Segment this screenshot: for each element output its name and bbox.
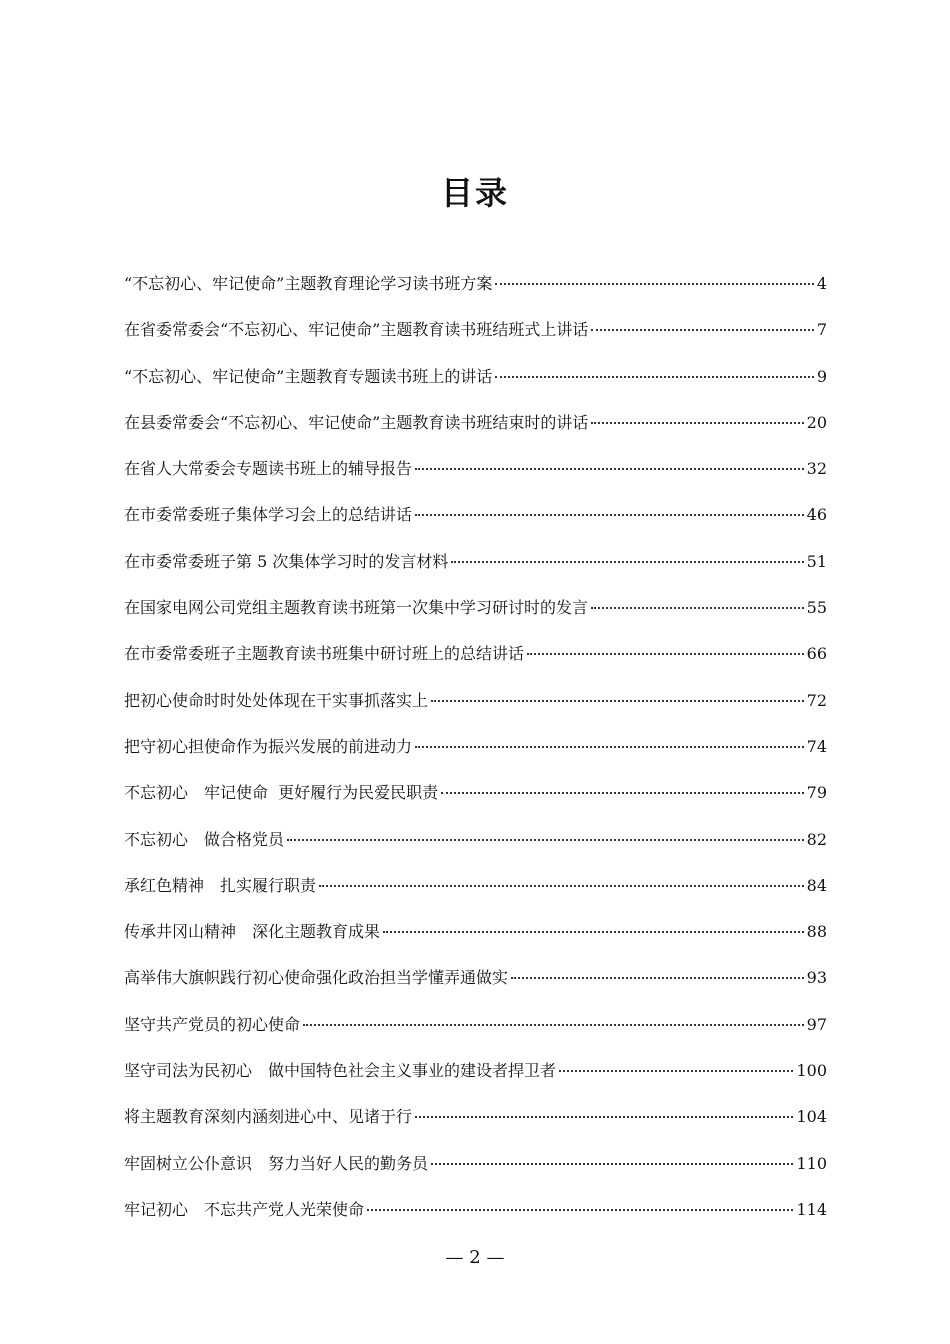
toc-entry-title: 把守初心担使命作为振兴发展的前进动力	[124, 736, 413, 756]
toc-leader-dots	[495, 283, 813, 285]
toc-entry-page: 82	[806, 829, 827, 849]
page-number: — 2 —	[445, 1247, 505, 1268]
toc-leader-dots	[383, 931, 804, 933]
toc-leader-dots	[367, 1209, 793, 1211]
toc-entry[interactable]	[124, 307, 827, 353]
toc-entry-page: 84	[806, 875, 827, 895]
toc-entry-page: 55	[806, 598, 827, 618]
toc-leader-dots	[511, 977, 804, 979]
toc-leader-dots	[431, 700, 804, 702]
toc-entry[interactable]	[124, 631, 827, 677]
toc-leader-dots	[591, 329, 813, 331]
toc-entry-page: 93	[806, 968, 827, 988]
toc-entry-title: “不忘初心、牢记使命”主题教育专题读书班上的讲话	[124, 366, 493, 386]
toc-entry-page: 110	[796, 1153, 827, 1173]
toc-entry-title: 在市委常委班子集体学习会上的总结讲话	[124, 505, 413, 525]
toc-entry[interactable]	[124, 539, 827, 585]
toc-entry-page: 104	[796, 1107, 827, 1127]
toc-entry-page: 66	[806, 644, 827, 664]
toc-entry-title: “不忘初心、牢记使命”主题教育理论学习读书班方案	[124, 274, 493, 293]
toc-entry-page: 7	[816, 320, 827, 340]
toc-entry-page: 100	[796, 1061, 827, 1081]
toc-entry[interactable]	[124, 1048, 827, 1094]
toc-entry-page: 20	[806, 412, 827, 432]
toc-entry-page: 74	[806, 736, 827, 756]
toc-entry[interactable]	[124, 585, 827, 631]
toc-title: 目录	[440, 174, 509, 212]
toc-entry-page: 46	[806, 505, 827, 525]
toc-entry[interactable]	[124, 909, 827, 955]
toc-leader-dots	[319, 885, 804, 887]
toc-entry[interactable]	[124, 724, 827, 770]
toc-leader-dots	[287, 839, 804, 841]
toc-entry-title: 将主题教育深刻内涵刻进心中、见诸于行	[124, 1107, 413, 1127]
toc-entry-page: 97	[806, 1014, 827, 1034]
toc-entry-title: 把初心使命时时处处体现在干实事抓落实上	[124, 690, 429, 710]
toc-entry-title: 高举伟大旗帜践行初心使命强化政治担当学懂弄通做实	[124, 968, 509, 988]
toc-entry-page: 4	[816, 274, 827, 293]
toc-entry-title: 承红色精神 扎实履行职责	[124, 875, 317, 895]
toc-entry-title: 坚守司法为民初心 做中国特色社会主义事业的建设者捍卫者	[124, 1061, 557, 1081]
toc-entry-page: 72	[806, 690, 827, 710]
toc-leader-dots	[415, 468, 804, 470]
toc-entry-title: 在县委常委会“不忘初心、牢记使命”主题教育读书班结束时的讲话	[124, 412, 589, 432]
toc-entry-title: 不忘初心 做合格党员	[124, 829, 285, 849]
toc-entry[interactable]	[124, 1141, 827, 1187]
toc-entry-title: 牢固树立公仆意识 努力当好人民的勤务员	[124, 1153, 429, 1173]
toc-entry[interactable]	[124, 400, 827, 446]
toc-entry[interactable]	[124, 261, 827, 307]
toc-entry[interactable]	[124, 678, 827, 724]
toc-entry[interactable]	[124, 817, 827, 863]
toc-entry[interactable]	[124, 492, 827, 538]
toc-leader-dots	[303, 1024, 804, 1026]
toc-entry-page: 88	[806, 922, 827, 942]
toc-entry[interactable]	[124, 446, 827, 492]
toc-entry[interactable]	[124, 1094, 827, 1140]
toc-entry-page: 114	[796, 1199, 827, 1219]
toc-entry[interactable]	[124, 1002, 827, 1048]
toc-entry-title: 传承井冈山精神 深化主题教育成果	[124, 922, 381, 942]
toc-leader-dots	[591, 607, 804, 609]
table-of-contents	[124, 261, 827, 1233]
toc-entry-title: 在省人大常委会专题读书班上的辅导报告	[124, 459, 413, 479]
toc-entry[interactable]	[124, 770, 827, 816]
toc-leader-dots	[451, 561, 803, 563]
toc-entry[interactable]	[124, 1187, 827, 1233]
toc-entry-page: 9	[816, 366, 827, 386]
toc-entry[interactable]	[124, 863, 827, 909]
toc-leader-dots	[495, 376, 813, 378]
toc-entry[interactable]	[124, 354, 827, 400]
toc-leader-dots	[415, 514, 804, 516]
toc-entry[interactable]	[124, 955, 827, 1001]
toc-entry-title: 在省委常委会“不忘初心、牢记使命”主题教育读书班结班式上讲话	[124, 320, 589, 340]
toc-leader-dots	[441, 792, 803, 794]
toc-leader-dots	[527, 653, 804, 655]
toc-leader-dots	[415, 1116, 793, 1118]
toc-entry-page: 51	[806, 551, 827, 571]
toc-entry-page: 32	[806, 459, 827, 479]
toc-entry-title: 牢记初心 不忘共产党人光荣使命	[124, 1199, 365, 1219]
toc-entry-title: 在市委常委班子主题教育读书班集中研讨班上的总结讲话	[124, 644, 525, 664]
toc-entry-title: 在国家电网公司党组主题教育读书班第一次集中学习研讨时的发言	[124, 598, 589, 618]
toc-entry-title: 坚守共产党员的初心使命	[124, 1014, 301, 1034]
toc-entry-title: 在市委常委班子第 5 次集体学习时的发言材料	[124, 551, 449, 571]
toc-leader-dots	[591, 422, 803, 424]
toc-entry-title: 不忘初心 牢记使命 更好履行为民爱民职责	[124, 783, 439, 803]
toc-leader-dots	[431, 1163, 793, 1165]
toc-leader-dots	[415, 746, 804, 748]
toc-leader-dots	[559, 1070, 793, 1072]
toc-entry-page: 79	[806, 783, 827, 803]
